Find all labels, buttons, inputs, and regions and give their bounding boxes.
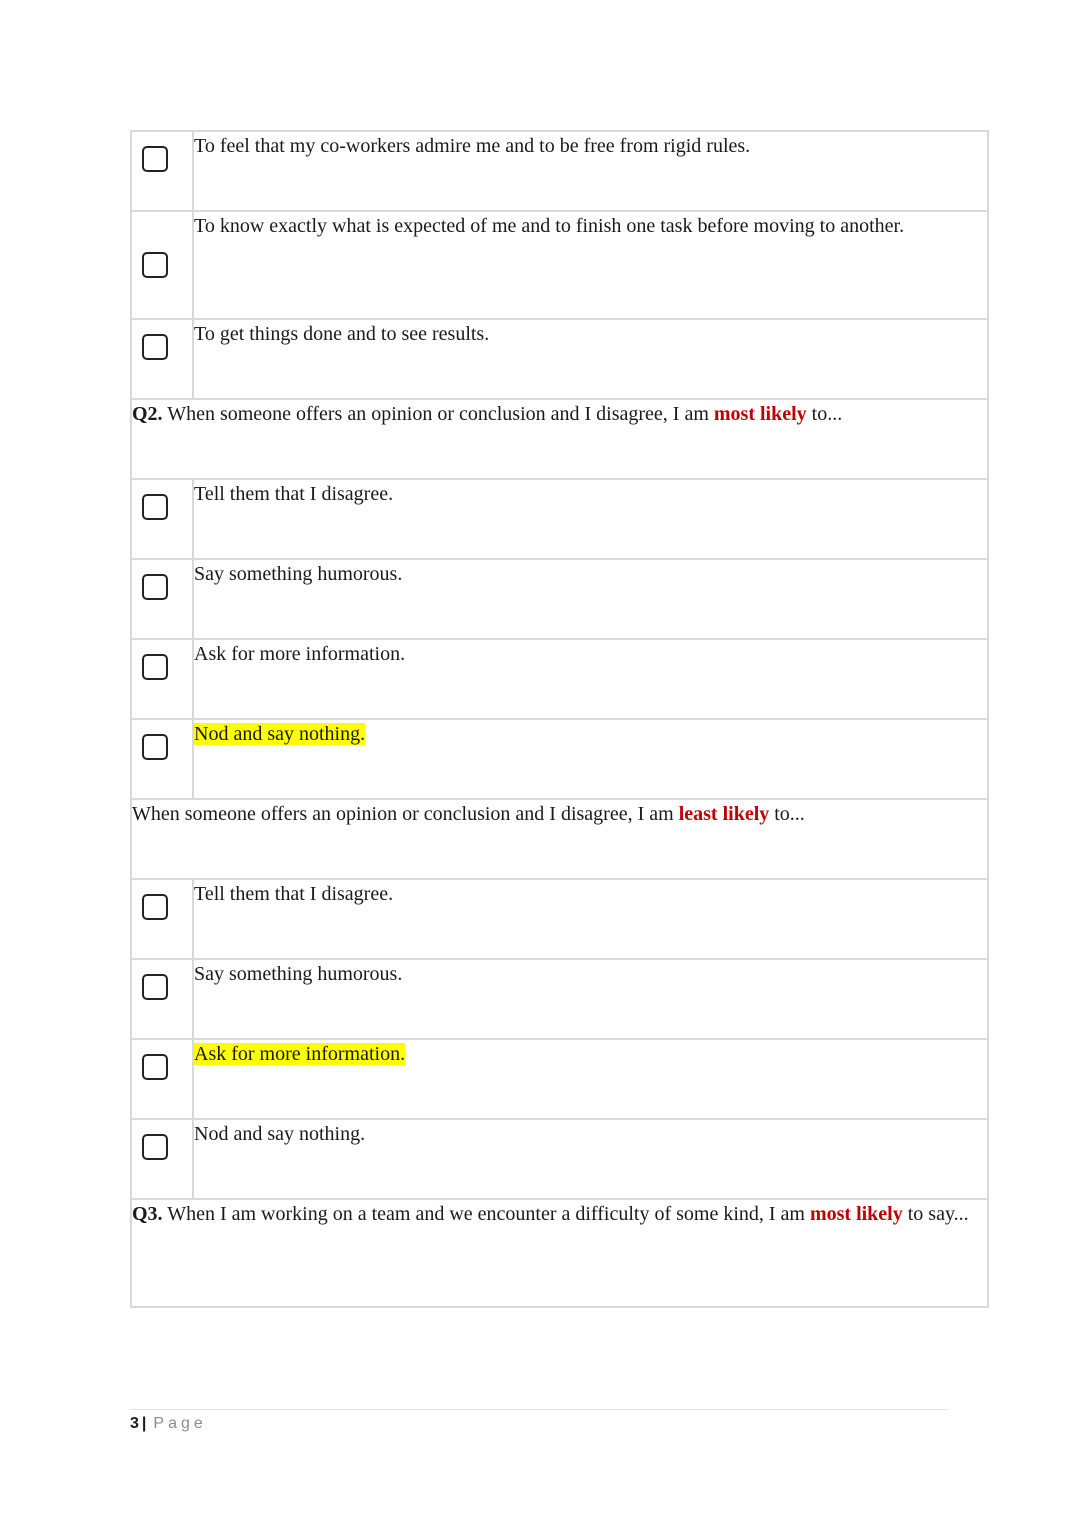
- checkbox[interactable]: [142, 654, 168, 680]
- option-row: [131, 639, 988, 719]
- highlighted-answer: Ask for more information.: [194, 1043, 406, 1065]
- checkbox[interactable]: [142, 734, 168, 760]
- option-text: Ask for more information.: [193, 639, 988, 719]
- checkbox[interactable]: [142, 334, 168, 360]
- option-row: [131, 1039, 988, 1119]
- question-row-q2: [131, 399, 988, 479]
- question-q2-least: When someone offers an opinion or conclusion and I disagree, I am least likely to...: [131, 799, 988, 879]
- checkbox[interactable]: [142, 574, 168, 600]
- option-row: [131, 559, 988, 639]
- question-row-q2-least: [131, 799, 988, 879]
- option-row: [131, 479, 988, 559]
- question-row-q3: [131, 1199, 988, 1307]
- option-text: Say something humorous.: [193, 559, 988, 639]
- question-q3: Q3. When I am working on a team and we encounter a difficulty of some kind, I am most likely to say...: [131, 1199, 988, 1307]
- option-text: [193, 1039, 988, 1119]
- checkbox[interactable]: [142, 894, 168, 920]
- option-text: To get things done and to see results.: [193, 319, 988, 399]
- option-row: [131, 719, 988, 799]
- checkbox[interactable]: [142, 974, 168, 1000]
- footer-divider: [130, 1409, 948, 1410]
- checkbox[interactable]: [142, 146, 168, 172]
- question-number: Q3.: [132, 1203, 163, 1225]
- option-row: [131, 319, 988, 399]
- option-text: Tell them that I disagree.: [193, 879, 988, 959]
- footer-separator: |: [141, 1415, 147, 1432]
- page-number: 3: [130, 1415, 139, 1432]
- option-row: [131, 959, 988, 1039]
- checkbox[interactable]: [142, 1054, 168, 1080]
- question-number: Q2.: [132, 403, 163, 425]
- highlighted-answer: Nod and say nothing.: [194, 723, 366, 745]
- option-text: To feel that my co-workers admire me and to be free from rigid rules.: [193, 131, 988, 211]
- option-row: [131, 131, 988, 211]
- emphasis-most-likely: most likely: [809, 1203, 903, 1225]
- survey-table: [130, 130, 989, 1308]
- checkbox[interactable]: [142, 1134, 168, 1160]
- page-footer: [130, 1413, 207, 1435]
- checkbox[interactable]: [142, 252, 168, 278]
- option-text: To know exactly what is expected of me and to finish one task before moving to another.: [193, 211, 988, 319]
- option-text: [193, 719, 988, 799]
- option-row: [131, 211, 988, 319]
- option-text: Tell them that I disagree.: [193, 479, 988, 559]
- page-label: Page: [153, 1415, 207, 1432]
- checkbox[interactable]: [142, 494, 168, 520]
- option-row: [131, 1119, 988, 1199]
- emphasis-least-likely: least likely: [678, 803, 770, 825]
- option-text: Say something humorous.: [193, 959, 988, 1039]
- option-text: Nod and say nothing.: [193, 1119, 988, 1199]
- option-row: [131, 879, 988, 959]
- emphasis-most-likely: most likely: [713, 403, 807, 425]
- question-q2: Q2. When someone offers an opinion or conclusion and I disagree, I am most likely to...: [131, 399, 988, 479]
